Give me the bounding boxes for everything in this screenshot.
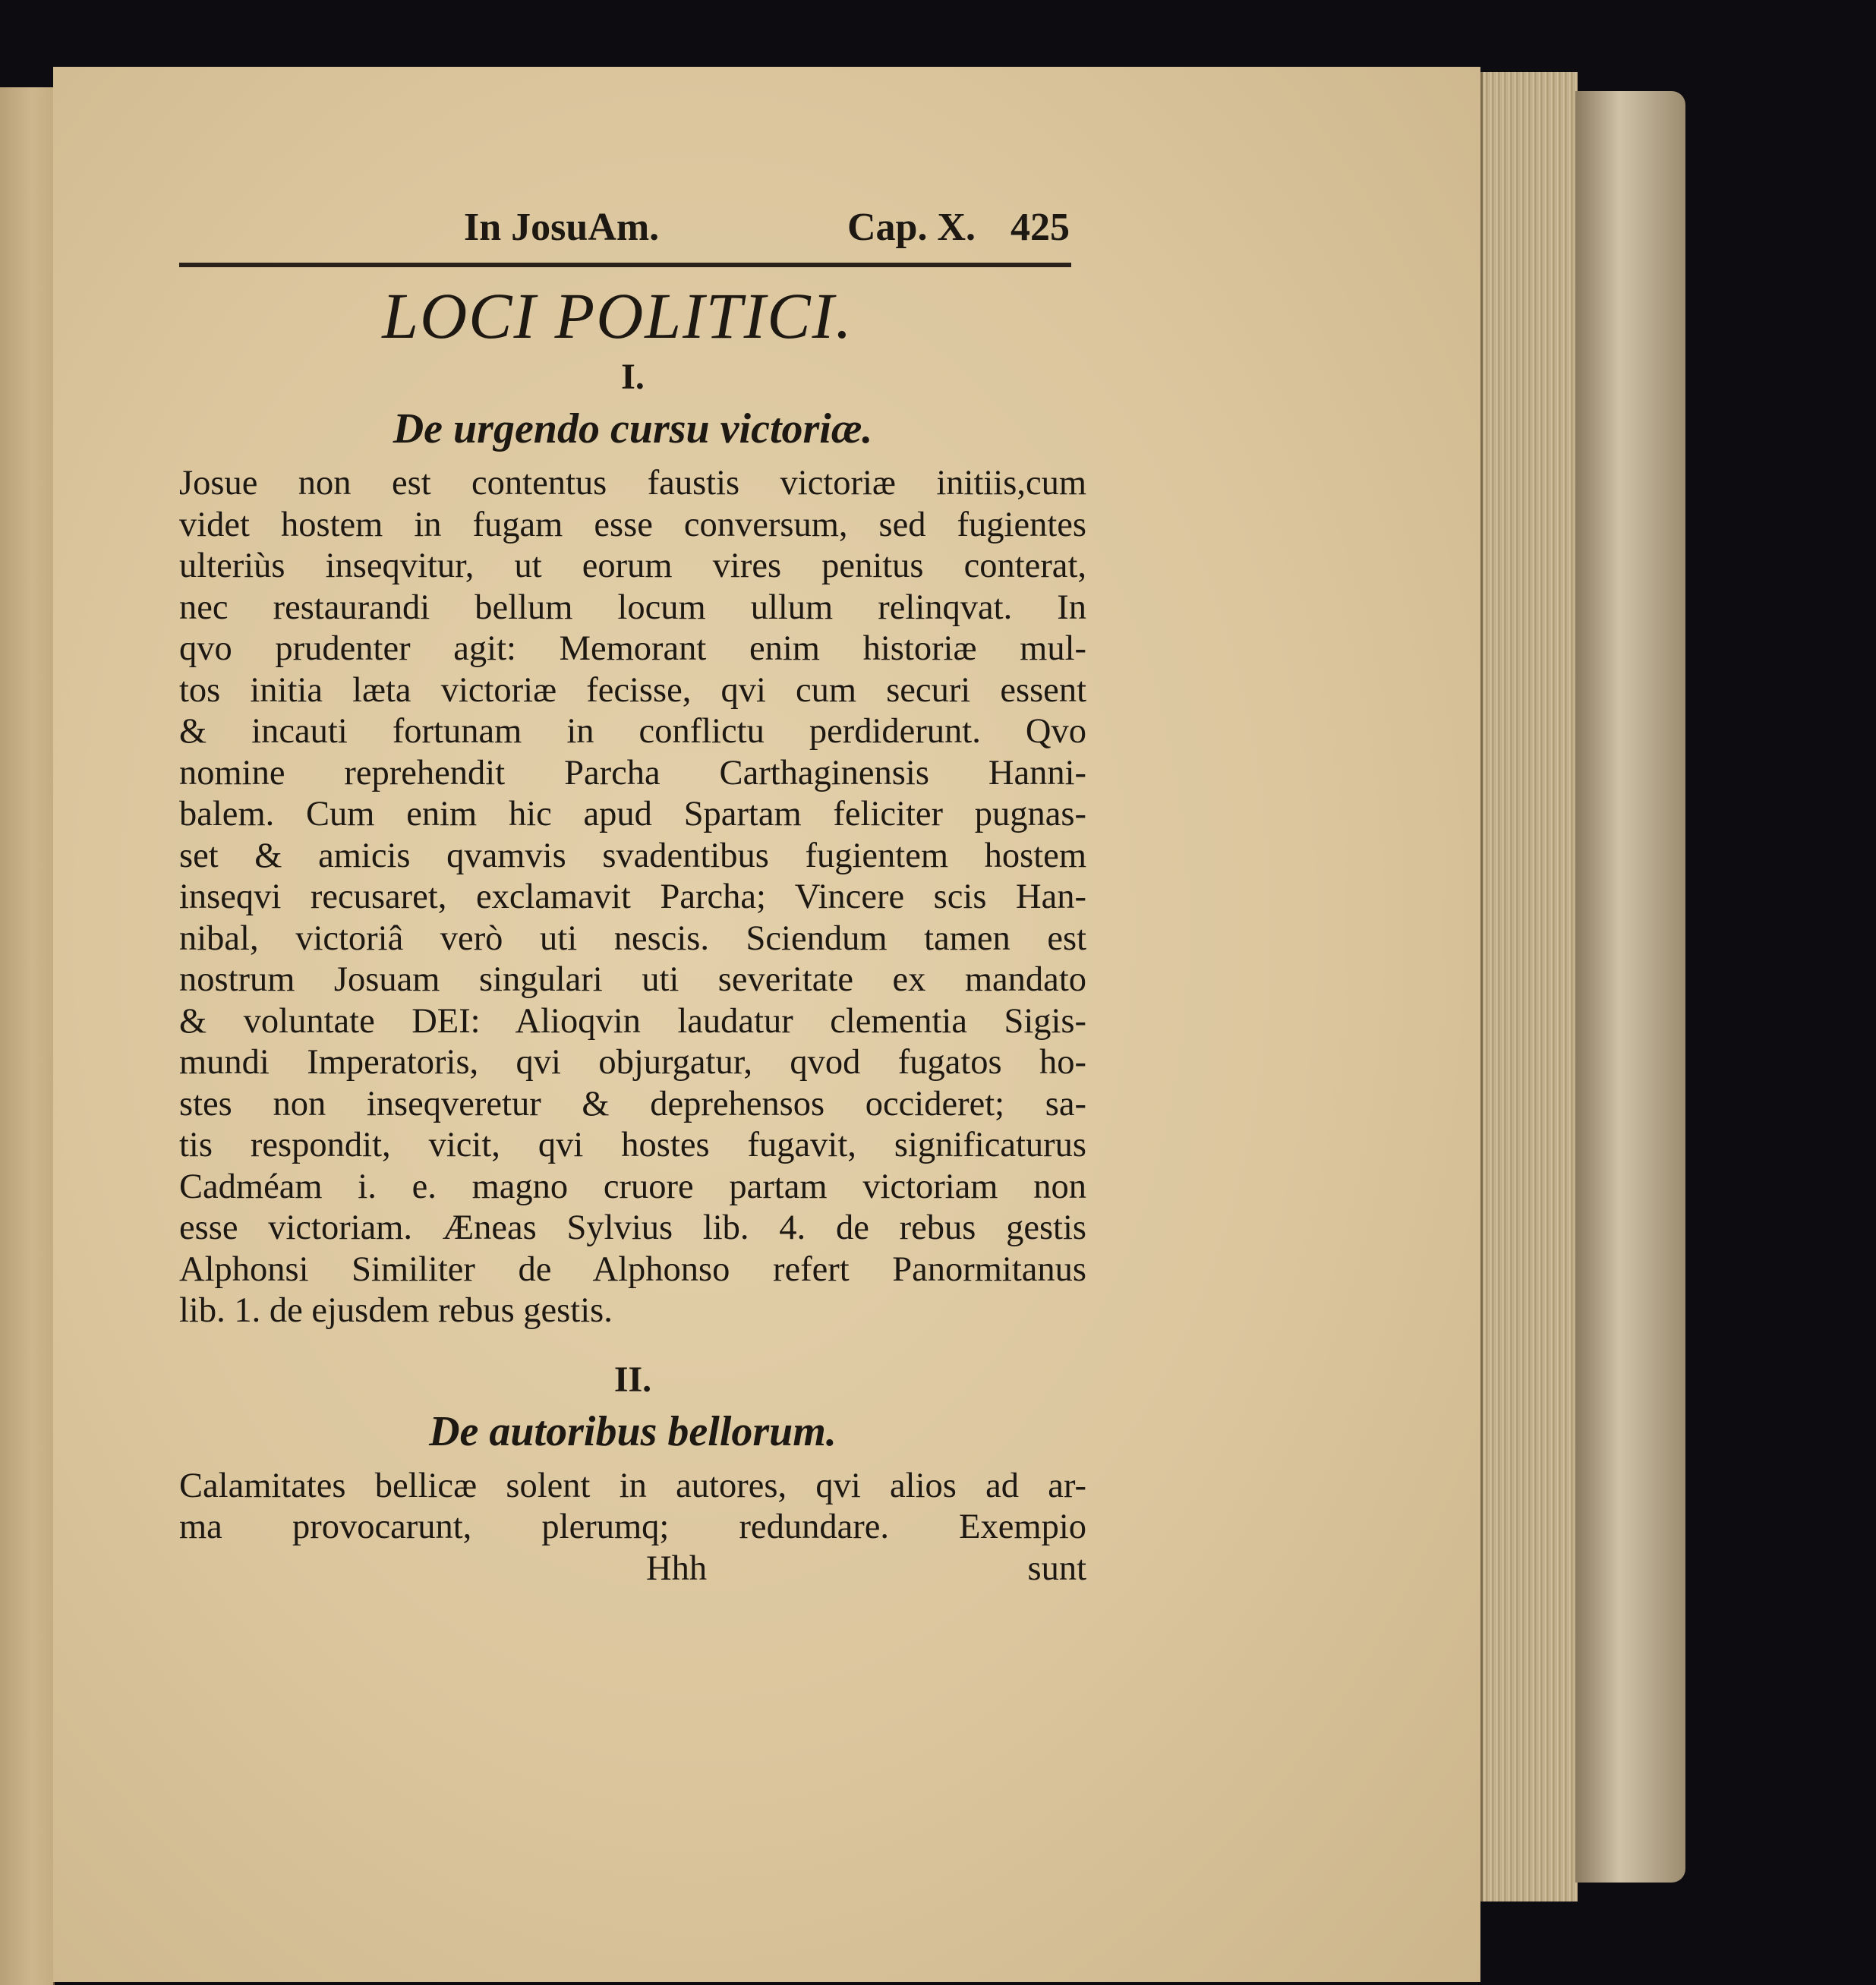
section-number: II.: [613, 1359, 652, 1400]
text-line: ulteriùs inseqvitur, ut eorum vires penitus conterat,: [179, 547, 1086, 585]
text-line: tos initia læta victoriæ fecisse, qvi cum securi essent: [179, 670, 1086, 710]
running-head-title: In JosuAm.: [464, 206, 660, 249]
text-line: Josue non est contentus faustis victoriæ initiis,cum: [179, 464, 1086, 503]
catchword: sunt: [1027, 1549, 1086, 1588]
page-fore-edge: [1480, 72, 1578, 1902]
text-block: [179, 205, 1086, 1590]
text-line: ma provocarunt, plerumq; redundare. Exempio: [179, 1508, 1086, 1546]
text-line: inseqvi recusaret, exclamavit Parcha; Vincere scis Han-: [179, 877, 1086, 916]
text-line: & voluntate DEI: Alioqvin laudatur clementia Sigis-: [179, 1001, 1086, 1041]
left-page-edge: [0, 87, 55, 1985]
section-body: [179, 463, 1086, 1332]
text-line: qvo prudenter agit: Memorant enim historiæ mul-: [179, 629, 1086, 668]
text-line: mundi Imperatoris, qvi objurgatur, qvod fugatos ho-: [179, 1043, 1086, 1082]
text-line: stes non inseqveretur & deprehensos occideret; sa-: [179, 1084, 1086, 1123]
page-number: 425: [1011, 206, 1070, 249]
text-line: videt hostem in fugam esse conversum, sed fugientes: [179, 505, 1086, 544]
text-line: Cadméam i. e. magno cruore partam victoriam non: [179, 1167, 1086, 1206]
section-heading: De urgendo cursu victoriæ.: [393, 405, 873, 452]
text-line: nostrum Josuam singulari uti severitate ex mandato: [179, 960, 1086, 999]
text-line: set & amicis qvamvis svadentibus fugientem hostem: [179, 836, 1086, 875]
text-line: lib. 1. de ejusdem rebus gestis.: [179, 1291, 613, 1330]
text-line: esse victoriam. Æneas Sylvius lib. 4. de rebus gestis: [179, 1208, 1086, 1247]
section-heading: De autoribus bellorum.: [429, 1407, 837, 1455]
running-head-chapter: Cap. X.: [847, 206, 976, 249]
text-line: & incauti fortunam in conflictu perdiderunt. Qvo: [179, 712, 1086, 751]
section-number: I.: [621, 357, 645, 397]
page-footer: [179, 1549, 1086, 1590]
signature-mark: Hhh: [646, 1549, 708, 1588]
book-cover-edge: [1575, 91, 1685, 1883]
text-line: tis respondit, vicit, qvi hostes fugavit, significaturus: [179, 1126, 1086, 1164]
text-line: nec restaurandi bellum locum ullum relinqvat. In: [179, 588, 1086, 627]
text-line: nomine reprehendit Parcha Carthaginensis Hanni-: [179, 753, 1086, 792]
header-rule: [179, 263, 1071, 267]
section-body: [179, 1466, 1086, 1549]
text-line: nibal, victoriâ verò uti nescis. Sciendum tamen est: [179, 918, 1086, 958]
running-head: [179, 205, 1086, 250]
section-title: LOCI POLITICI.: [382, 279, 853, 352]
text-line: Calamitates bellicæ solent in autores, qvi alios ad ar-: [179, 1466, 1086, 1505]
text-line: Alphonsi Similiter de Alphonso refert Panormitanus: [179, 1249, 1086, 1289]
text-line: balem. Cum enim hic apud Spartam feliciter pugnas-: [179, 795, 1086, 833]
